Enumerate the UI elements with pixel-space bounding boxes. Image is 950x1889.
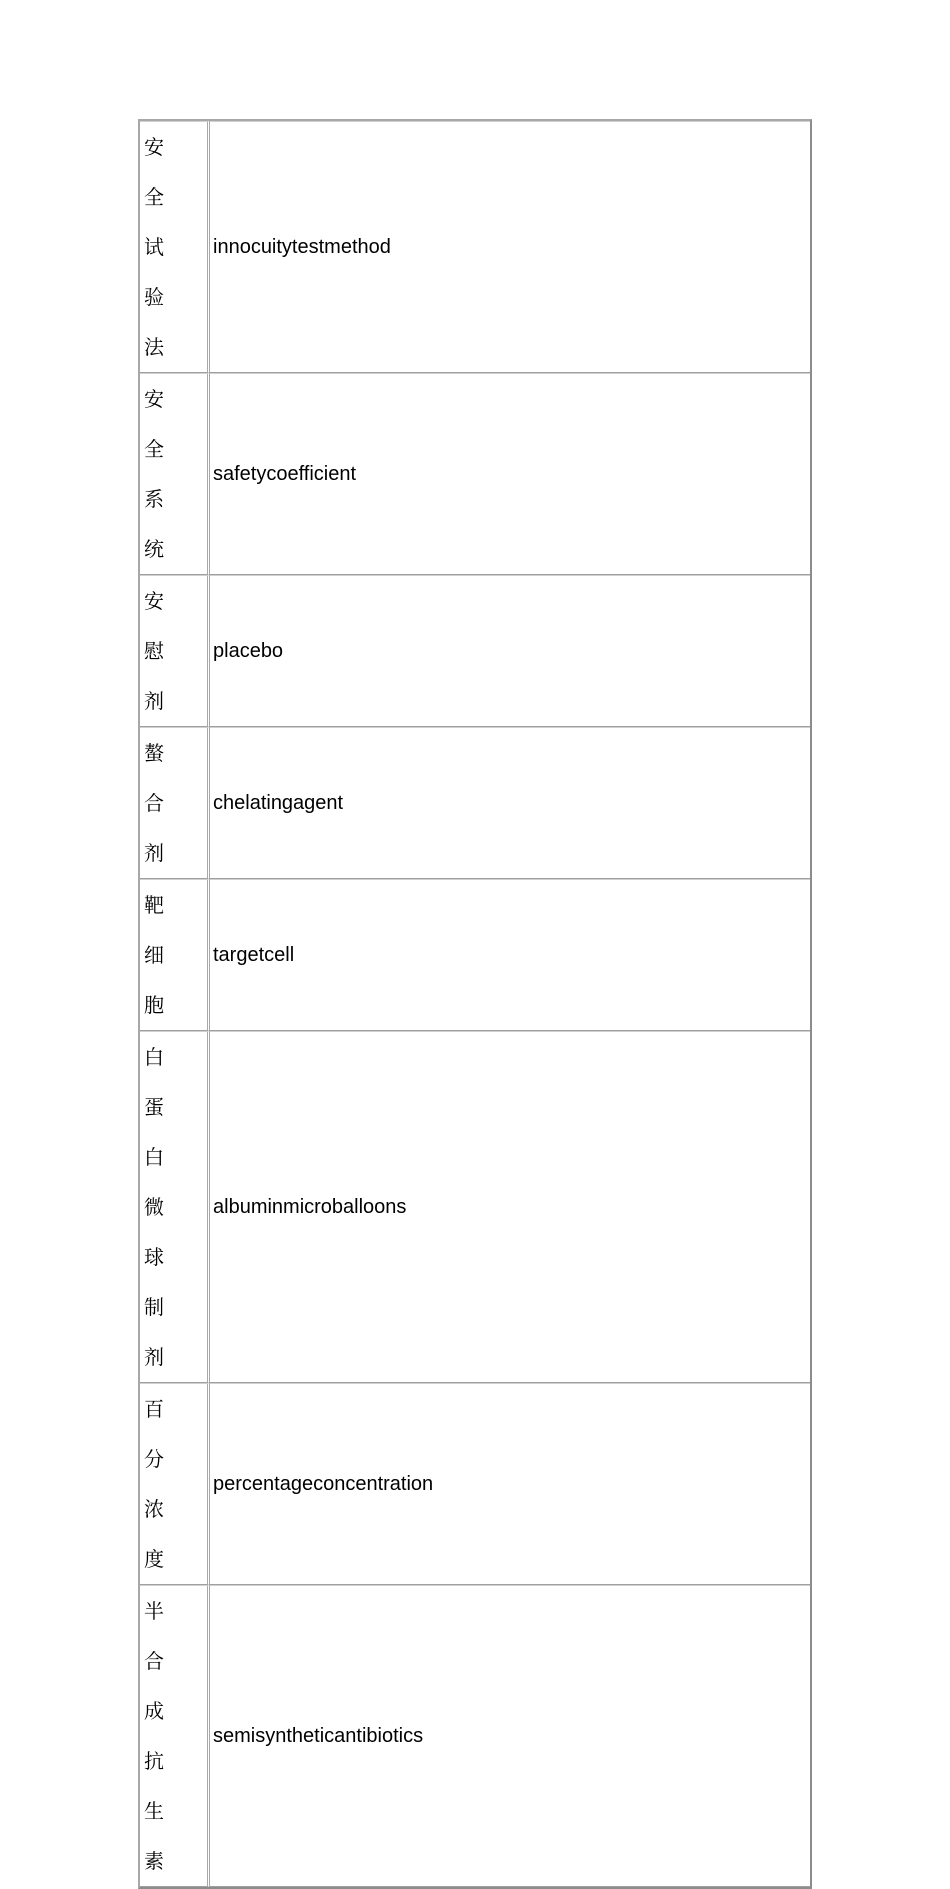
english-term-cell: placebo xyxy=(210,575,810,727)
chinese-term-cell: 螯合剂 xyxy=(140,727,210,879)
chinese-term-cell: 安全系统 xyxy=(140,373,210,575)
table-row xyxy=(140,1383,810,1585)
chinese-term-cell: 安慰剂 xyxy=(140,575,210,727)
english-term-cell: innocuitytestmethod xyxy=(210,121,810,373)
table-row xyxy=(140,373,810,575)
english-term-cell: albuminmicroballoons xyxy=(210,1031,810,1383)
english-term-cell: semisyntheticantibiotics xyxy=(210,1585,810,1887)
chinese-term-cell: 半合成抗生素 xyxy=(140,1585,210,1887)
chinese-term-cell: 靶细胞 xyxy=(140,879,210,1031)
english-term-cell: targetcell xyxy=(210,879,810,1031)
english-term-cell: safetycoefficient xyxy=(210,373,810,575)
english-term-cell: percentageconcentration xyxy=(210,1383,810,1585)
table-row xyxy=(140,575,810,727)
glossary-table xyxy=(138,119,812,1889)
english-term-cell: chelatingagent xyxy=(210,727,810,879)
table-row xyxy=(140,879,810,1031)
chinese-term-cell: 百分浓度 xyxy=(140,1383,210,1585)
table-row xyxy=(140,1585,810,1887)
chinese-term-cell: 安全试验法 xyxy=(140,121,210,373)
table-row xyxy=(140,121,810,373)
table-row xyxy=(140,727,810,879)
table-row xyxy=(140,1031,810,1383)
chinese-term-cell: 白蛋白微球制剂 xyxy=(140,1031,210,1383)
